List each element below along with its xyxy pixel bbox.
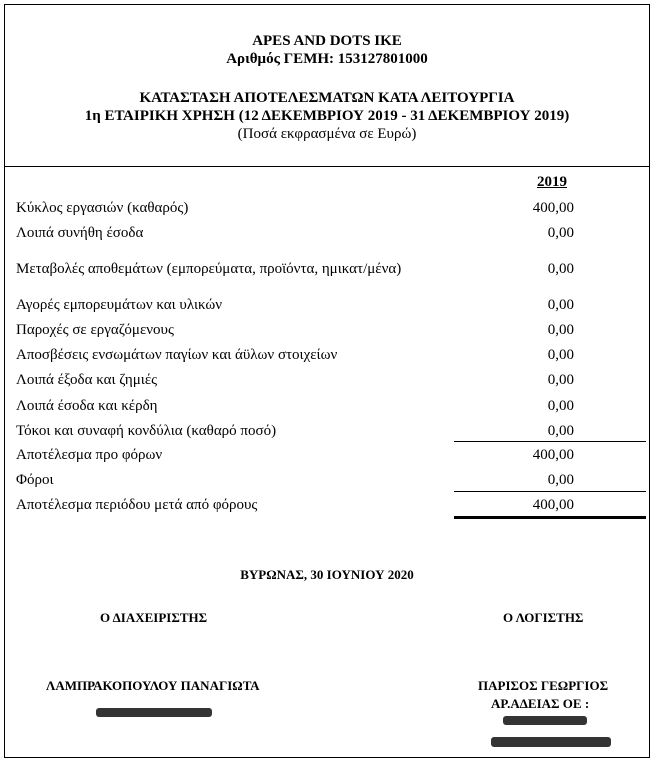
header-separator — [4, 166, 650, 167]
row-value: 0,00 — [547, 322, 574, 338]
accountant-name: ΠΑΡΙΣΟΣ ΓΕΩΡΓΙΟΣ — [478, 678, 609, 693]
table-row — [0, 223, 654, 243]
total-double-rule — [454, 516, 646, 519]
row-label: Αποσβέσεις ενσωμάτων παγίων και άϋλων στοιχείων — [16, 347, 338, 363]
row-value: 0,00 — [547, 261, 574, 277]
row-label: Κύκλος εργασιών (καθαρός) — [16, 200, 189, 216]
table-row — [0, 445, 654, 465]
manager-name: ΛΑΜΠΡΑΚΟΠΟΥΛΟΥ ΠΑΝΑΓΙΩΤΑ — [46, 678, 260, 693]
table-row — [0, 295, 654, 315]
table-row — [0, 320, 654, 340]
tax-rule — [454, 491, 646, 492]
gemi-number: Αριθμός ΓΕΜΗ: 153127801000 — [226, 51, 428, 67]
table-row — [0, 198, 654, 218]
row-value: 0,00 — [547, 472, 574, 488]
row-value: 0,00 — [547, 398, 574, 414]
row-value: 0,00 — [547, 423, 574, 439]
statement-title: ΚΑΤΑΣΤΑΣΗ ΑΠΟΤΕΛΕΣΜΑΤΩΝ ΚΑΤΑ ΛΕΙΤΟΥΡΓΙΑ — [139, 90, 515, 106]
row-label: Φόροι — [16, 472, 54, 488]
table-row — [0, 470, 654, 490]
row-value: 400,00 — [532, 447, 574, 463]
row-label: Λοιπά έξοδα και ζημιές — [16, 372, 158, 388]
row-label: Λοιπά συνήθη έσοδα — [16, 225, 144, 241]
row-label: Αποτέλεσμα περιόδου μετά από φόρους — [16, 497, 258, 513]
row-value: 400,00 — [532, 200, 574, 216]
row-label: Τόκοι και συναφή κονδύλια (καθαρό ποσό) — [16, 423, 277, 439]
redaction-mark — [503, 716, 587, 725]
row-label: Λοιπά έσοδα και κέρδη — [16, 398, 158, 414]
table-row — [0, 421, 654, 441]
subtotal-rule — [454, 441, 646, 442]
table-row — [0, 370, 654, 390]
manager-title: Ο ΔΙΑΧΕΙΡΙΣΤΗΣ — [100, 610, 208, 625]
company-name: APES AND DOTS IKE — [252, 33, 402, 49]
table-row — [0, 259, 654, 279]
accountant-license: ΑΡ.ΑΔΕΙΑΣ ΟΕ : — [491, 696, 590, 711]
table-row — [0, 396, 654, 416]
row-label: Μεταβολές αποθεμάτων (εμπορεύματα, προϊόντα, ημικατ/μένα) — [16, 261, 402, 277]
row-label: Αγορές εμπορευμάτων και υλικών — [16, 297, 223, 313]
currency-note: (Ποσά εκφρασμένα σε Ευρώ) — [237, 126, 417, 142]
accountant-title: Ο ΛΟΓΙΣΤΗΣ — [503, 610, 584, 625]
row-label: Αποτέλεσμα προ φόρων — [16, 447, 163, 463]
place-date: ΒΥΡΩΝΑΣ, 30 ΙΟΥΝΙΟΥ 2020 — [240, 567, 414, 582]
row-label: Παροχές σε εργαζόμενους — [16, 322, 174, 338]
redaction-mark — [491, 737, 611, 747]
table-row — [0, 495, 654, 515]
row-value: 0,00 — [547, 347, 574, 363]
row-value: 0,00 — [547, 297, 574, 313]
fiscal-period: 1η ΕΤΑΙΡΙΚΗ ΧΡΗΣΗ (12 ΔΕΚΕΜΒΡΙΟΥ 2019 - 31 ΔΕΚΕΜΒΡΙΟΥ 2019) — [84, 108, 570, 124]
row-value: 0,00 — [547, 372, 574, 388]
redaction-mark — [96, 708, 212, 717]
table-row — [0, 345, 654, 365]
year-column-header: 2019 — [537, 174, 567, 190]
row-value: 400,00 — [532, 497, 574, 513]
row-value: 0,00 — [547, 225, 574, 241]
